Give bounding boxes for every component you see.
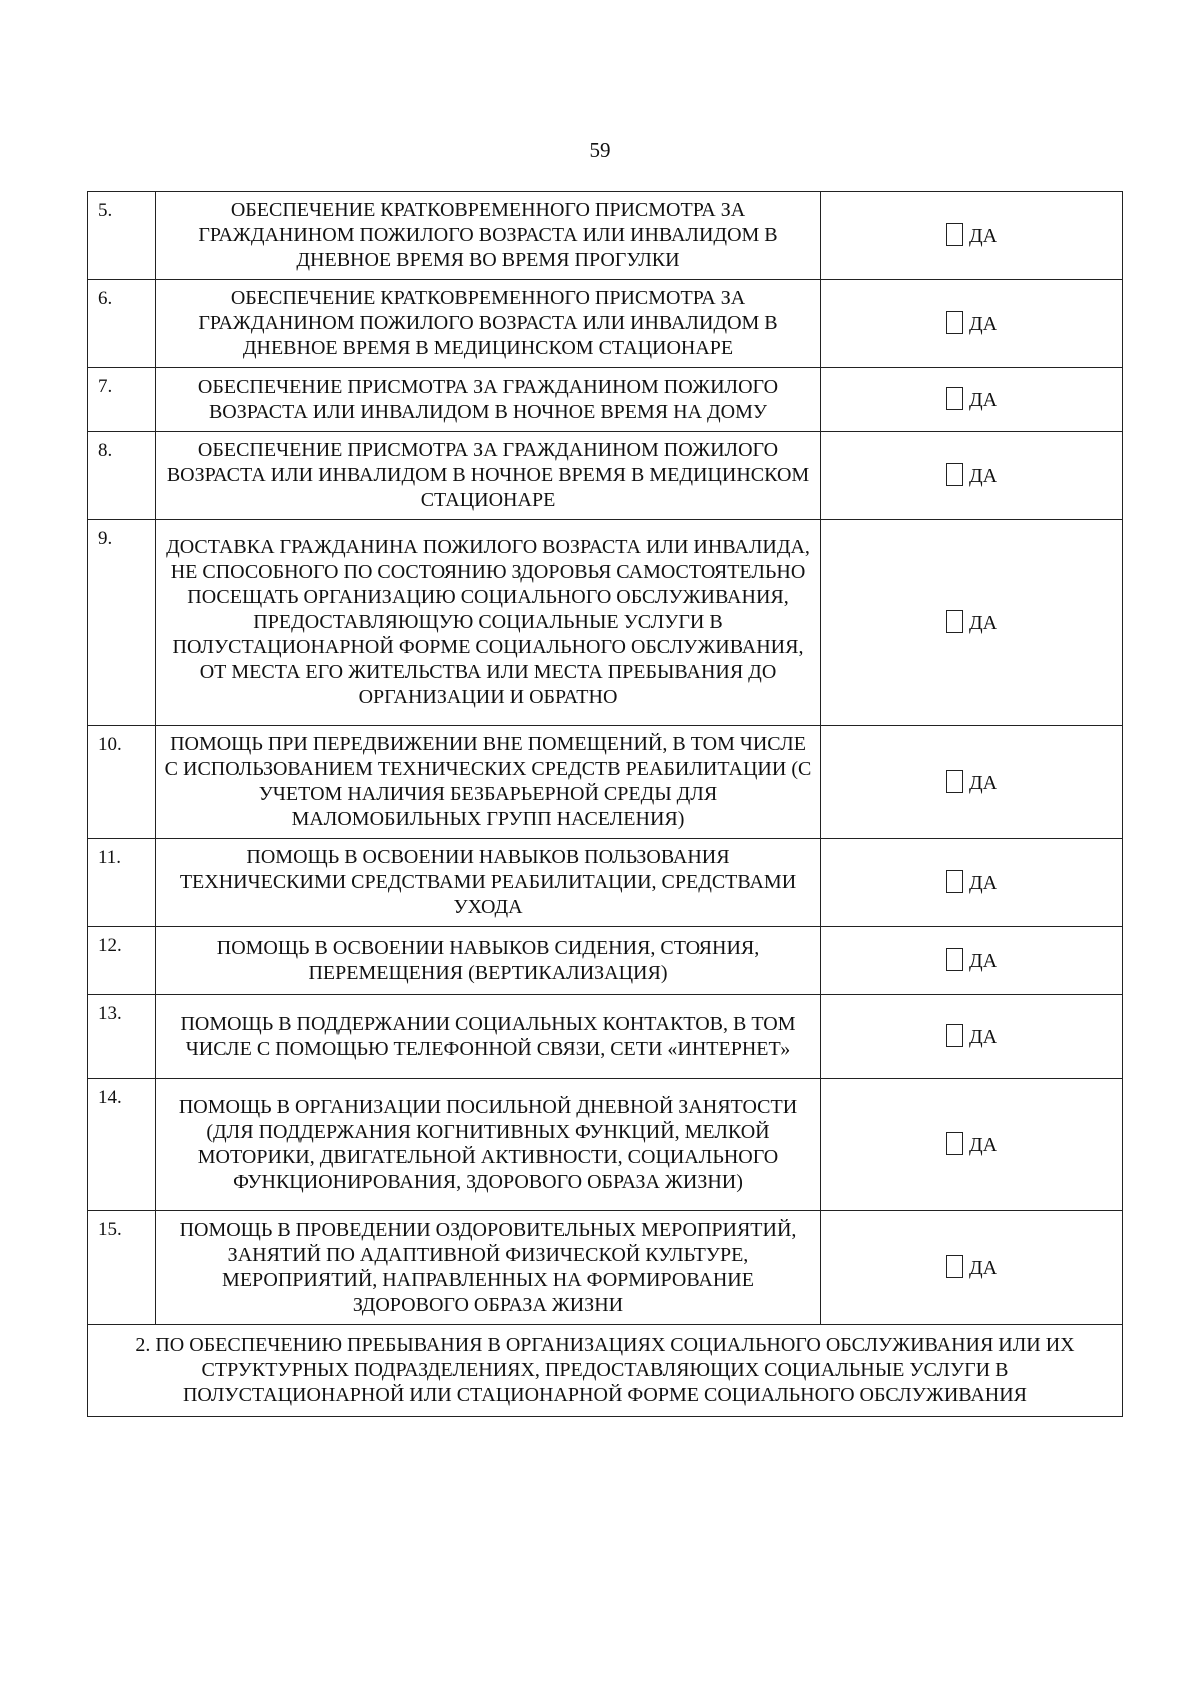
- yes-option-cell: [821, 839, 1123, 927]
- service-description: ОБЕСПЕЧЕНИЕ КРАТКОВРЕМЕННОГО ПРИСМОТРА ЗА ГРАЖДАНИНОМ ПОЖИЛОГО ВОЗРАСТА ИЛИ ИНВАЛИДОМ В ДНЕВНОЕ ВРЕМЯ ВО ВРЕМЯ ПРОГУЛКИ: [156, 192, 821, 280]
- yes-option-cell: [821, 995, 1123, 1079]
- yes-label: ДА: [968, 950, 998, 972]
- yes-label: ДА: [968, 389, 998, 411]
- table-row: [88, 927, 1123, 995]
- service-description: ПОМОЩЬ В ОСВОЕНИИ НАВЫКОВ СИДЕНИЯ, СТОЯНИЯ, ПЕРЕМЕЩЕНИЯ (ВЕРТИКАЛИЗАЦИЯ): [156, 927, 821, 995]
- yes-checkbox[interactable]: [946, 948, 963, 971]
- row-number: 10.: [88, 726, 156, 839]
- yes-label: ДА: [968, 612, 998, 634]
- yes-checkbox[interactable]: [946, 870, 963, 893]
- yes-checkbox[interactable]: [946, 1132, 963, 1155]
- table-row: [88, 192, 1123, 280]
- table-row: [88, 520, 1123, 726]
- row-number: 9.: [88, 520, 156, 726]
- row-number: 5.: [88, 192, 156, 280]
- row-number: 15.: [88, 1211, 156, 1325]
- services-table-body: [88, 192, 1123, 1417]
- service-description: ОБЕСПЕЧЕНИЕ ПРИСМОТРА ЗА ГРАЖДАНИНОМ ПОЖИЛОГО ВОЗРАСТА ИЛИ ИНВАЛИДОМ В НОЧНОЕ ВРЕМЯ НА ДОМУ: [156, 368, 821, 432]
- yes-checkbox[interactable]: [946, 223, 963, 246]
- row-number: 12.: [88, 927, 156, 995]
- table-row: [88, 995, 1123, 1079]
- service-description: ПОМОЩЬ В ПОДДЕРЖАНИИ СОЦИАЛЬНЫХ КОНТАКТОВ, В ТОМ ЧИСЛЕ С ПОМОЩЬЮ ТЕЛЕФОННОЙ СВЯЗИ, СЕТИ «ИНТЕРНЕТ»: [156, 995, 821, 1079]
- yes-label: ДА: [968, 313, 998, 335]
- table-row: [88, 1079, 1123, 1211]
- table-row: [88, 368, 1123, 432]
- yes-label: ДА: [968, 1026, 998, 1048]
- service-description: ПОМОЩЬ В ОСВОЕНИИ НАВЫКОВ ПОЛЬЗОВАНИЯ ТЕХНИЧЕСКИМИ СРЕДСТВАМИ РЕАБИЛИТАЦИИ, СРЕДСТВАМИ УХОДА: [156, 839, 821, 927]
- yes-checkbox[interactable]: [946, 1255, 963, 1278]
- yes-label: ДА: [968, 771, 998, 794]
- yes-option-cell: [821, 192, 1123, 280]
- yes-label: ДА: [968, 1134, 998, 1156]
- yes-checkbox[interactable]: [946, 463, 963, 486]
- yes-option-cell: [821, 520, 1123, 726]
- service-description: ОБЕСПЕЧЕНИЕ КРАТКОВРЕМЕННОГО ПРИСМОТРА ЗА ГРАЖДАНИНОМ ПОЖИЛОГО ВОЗРАСТА ИЛИ ИНВАЛИДОМ В ДНЕВНОЕ ВРЕМЯ В МЕДИЦИНСКОМ СТАЦИОНАРЕ: [156, 280, 821, 368]
- row-number: 7.: [88, 368, 156, 432]
- yes-checkbox[interactable]: [946, 387, 963, 410]
- service-description: ДОСТАВКА ГРАЖДАНИНА ПОЖИЛОГО ВОЗРАСТА ИЛИ ИНВАЛИДА, НЕ СПОСОБНОГО ПО СОСТОЯНИЮ ЗДОРОВЬЯ САМОСТОЯТЕЛЬНО ПОСЕЩАТЬ ОРГАНИЗАЦИЮ СОЦИАЛЬНОГО ОБСЛУЖИВАНИЯ, ПРЕДОСТАВЛЯЮЩУЮ СОЦИАЛЬНЫЕ УСЛУГИ В ПОЛУСТАЦИОНАРНОЙ ФОРМЕ СОЦИАЛЬНОГО ОБСЛУЖИВАНИЯ, ОТ МЕСТА ЕГО ЖИТЕЛЬСТВА ИЛИ МЕСТА ПРЕБЫВАНИЯ ДО ОРГАНИЗАЦИИ И ОБРАТНО: [156, 520, 821, 726]
- row-number: 13.: [88, 995, 156, 1079]
- yes-label: ДА: [968, 1257, 998, 1279]
- table-row: [88, 280, 1123, 368]
- service-description: ПОМОЩЬ В ПРОВЕДЕНИИ ОЗДОРОВИТЕЛЬНЫХ МЕРОПРИЯТИЙ, ЗАНЯТИЙ ПО АДАПТИВНОЙ ФИЗИЧЕСКОЙ КУЛЬТУРЕ, МЕРОПРИЯТИЙ, НАПРАВЛЕННЫХ НА ФОРМИРОВАНИЕ ЗДОРОВОГО ОБРАЗА ЖИЗНИ: [156, 1211, 821, 1325]
- page-number: 59: [589, 138, 611, 162]
- yes-checkbox[interactable]: [946, 610, 963, 633]
- service-description: ПОМОЩЬ В ОРГАНИЗАЦИИ ПОСИЛЬНОЙ ДНЕВНОЙ ЗАНЯТОСТИ (ДЛЯ ПОДДЕРЖАНИЯ КОГНИТИВНЫХ ФУНКЦИЙ, МЕЛКОЙ МОТОРИКИ, ДВИГАТЕЛЬНОЙ АКТИВНОСТИ, СОЦИАЛЬНОГО ФУНКЦИОНИРОВАНИЯ, ЗДОРОВОГО ОБРАЗА ЖИЗНИ): [156, 1079, 821, 1211]
- yes-label: ДА: [968, 225, 998, 247]
- yes-label: ДА: [968, 872, 998, 894]
- yes-checkbox[interactable]: [946, 311, 963, 334]
- table-row: [88, 432, 1123, 520]
- row-number: 8.: [88, 432, 156, 520]
- row-number: 14.: [88, 1079, 156, 1211]
- table-row: [88, 839, 1123, 927]
- table-row: [88, 1211, 1123, 1325]
- row-number: 6.: [88, 280, 156, 368]
- service-description: ОБЕСПЕЧЕНИЕ ПРИСМОТРА ЗА ГРАЖДАНИНОМ ПОЖИЛОГО ВОЗРАСТА ИЛИ ИНВАЛИДОМ В НОЧНОЕ ВРЕМЯ В МЕДИЦИНСКОМ СТАЦИОНАРЕ: [156, 432, 821, 520]
- yes-label: ДА: [968, 465, 998, 487]
- yes-checkbox[interactable]: [946, 770, 963, 793]
- yes-option-cell: [821, 280, 1123, 368]
- yes-option-cell: [821, 1211, 1123, 1325]
- yes-option-cell: [821, 432, 1123, 520]
- yes-checkbox[interactable]: [946, 1024, 963, 1047]
- services-table: [87, 191, 1123, 1417]
- table-row: [88, 726, 1123, 839]
- yes-option-cell: [821, 368, 1123, 432]
- row-number: 11.: [88, 839, 156, 927]
- yes-option-cell: [821, 726, 1123, 839]
- yes-option-cell: [821, 927, 1123, 995]
- service-description: ПОМОЩЬ ПРИ ПЕРЕДВИЖЕНИИ ВНЕ ПОМЕЩЕНИЙ, В ТОМ ЧИСЛЕ С ИСПОЛЬЗОВАНИЕМ ТЕХНИЧЕСКИХ СРЕДСТВ РЕАБИЛИТАЦИИ (С УЧЕТОМ НАЛИЧИЯ БЕЗБАРЬЕРНОЙ СРЕДЫ ДЛЯ МАЛОМОБИЛЬНЫХ ГРУПП НАСЕЛЕНИЯ): [156, 726, 821, 839]
- yes-option-cell: [821, 1079, 1123, 1211]
- section-heading: 2. ПО ОБЕСПЕЧЕНИЮ ПРЕБЫВАНИЯ В ОРГАНИЗАЦИЯХ СОЦИАЛЬНОГО ОБСЛУЖИВАНИЯ ИЛИ ИХ СТРУКТУРНЫХ ПОДРАЗДЕЛЕНИЯХ, ПРЕДОСТАВЛЯЮЩИХ СОЦИАЛЬНЫЕ УСЛУГИ В ПОЛУСТАЦИОНАРНОЙ ИЛИ СТАЦИОНАРНОЙ ФОРМЕ СОЦИАЛЬНОГО ОБСЛУЖИВАНИЯ: [88, 1325, 1123, 1417]
- section-heading-row: [88, 1325, 1123, 1417]
